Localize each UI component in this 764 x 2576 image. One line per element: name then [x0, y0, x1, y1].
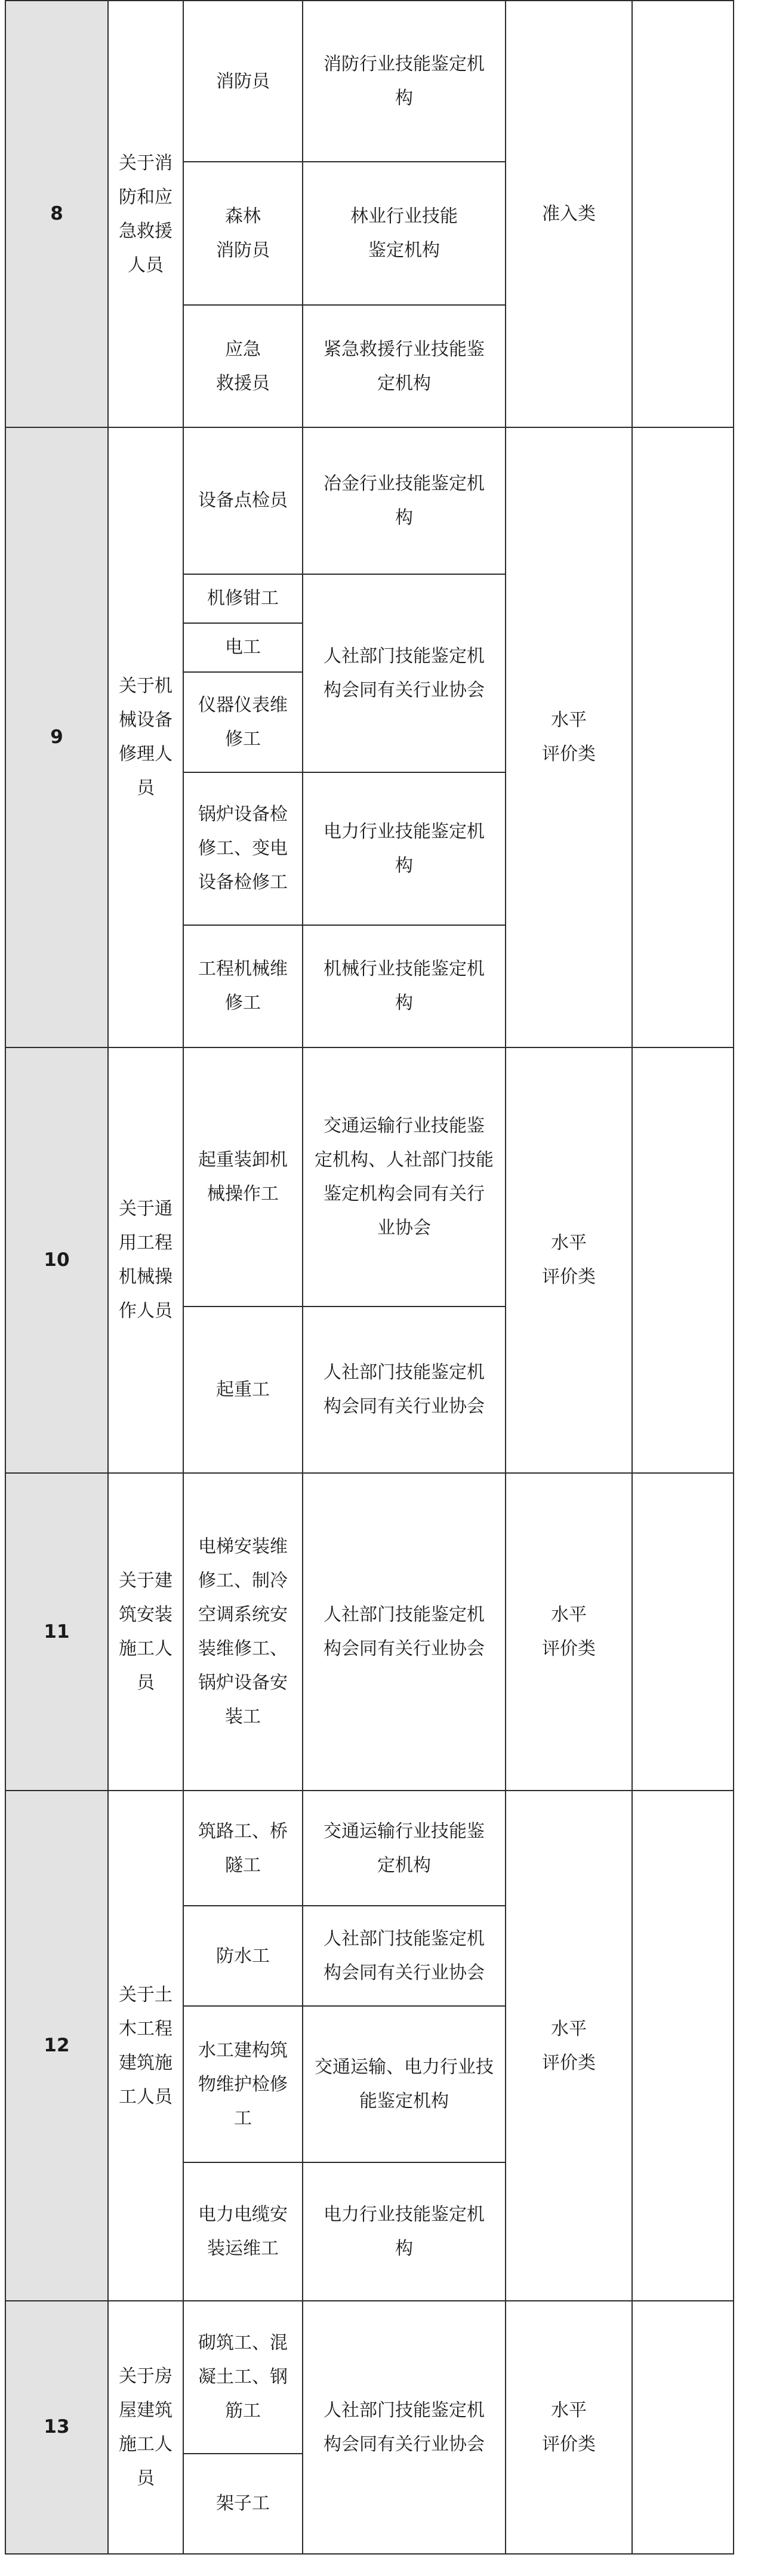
occupation-cell: 电梯安装维 修工、制冷 空调系统安 装维修工、 锅炉设备安 装工 — [183, 1473, 303, 1791]
table-row — [5, 1, 734, 162]
remarks-cell — [632, 1, 734, 427]
occupation-cell: 水工建构筑 物维护检修 工 — [183, 2006, 303, 2162]
remarks-cell — [632, 2301, 734, 2554]
occupation-cell: 仪器仪表维 修工 — [183, 672, 303, 772]
table-row — [5, 1473, 734, 1791]
occupation-table — [5, 0, 734, 2555]
occupation-cell: 锅炉设备检 修工、变电 设备检修工 — [183, 772, 303, 925]
appraisal-org-cell: 人社部门技能鉴定机 构会同有关行业协会 — [303, 1473, 506, 1791]
occupation-cell: 防水工 — [183, 1906, 303, 2006]
category-cell: 关于房 屋建筑 施工人 员 — [108, 2301, 183, 2554]
appraisal-org-cell: 人社部门技能鉴定机 构会同有关行业协会 — [303, 574, 506, 772]
occupation-cell: 砌筑工、混 凝土工、钢 筋工 — [183, 2301, 303, 2454]
occupation-cell: 筑路工、桥 隧工 — [183, 1791, 303, 1906]
row-number: 12 — [5, 1791, 108, 2300]
appraisal-org-cell: 电力行业技能鉴定机 构 — [303, 772, 506, 925]
category-cell: 关于消 防和应 急救援 人员 — [108, 1, 183, 427]
occupation-cell: 应急 救援员 — [183, 305, 303, 427]
evaluation-type-cell: 水平 评价类 — [506, 1473, 632, 1791]
occupation-cell: 电力电缆安 装运维工 — [183, 2162, 303, 2301]
table-row — [5, 2301, 734, 2454]
remarks-cell — [632, 427, 734, 1047]
occupation-cell: 电工 — [183, 623, 303, 672]
evaluation-type-cell: 水平 评价类 — [506, 427, 632, 1047]
evaluation-type-cell: 水平 评价类 — [506, 2301, 632, 2554]
category-cell: 关于建 筑安装 施工人 员 — [108, 1473, 183, 1791]
remarks-cell — [632, 1047, 734, 1473]
occupation-cell: 森林 消防员 — [183, 162, 303, 305]
appraisal-org-cell: 人社部门技能鉴定机 构会同有关行业协会 — [303, 1307, 506, 1473]
appraisal-org-cell: 机械行业技能鉴定机 构 — [303, 925, 506, 1047]
appraisal-org-cell: 交通运输行业技能鉴 定机构 — [303, 1791, 506, 1906]
occupation-cell: 消防员 — [183, 1, 303, 162]
appraisal-org-cell: 消防行业技能鉴定机 构 — [303, 1, 506, 162]
appraisal-org-cell: 冶金行业技能鉴定机 构 — [303, 427, 506, 574]
table-row — [5, 1047, 734, 1307]
row-number: 11 — [5, 1473, 108, 1791]
evaluation-type-cell: 准入类 — [506, 1, 632, 427]
category-cell: 关于通 用工程 机械操 作人员 — [108, 1047, 183, 1473]
row-number: 13 — [5, 2301, 108, 2554]
row-number: 10 — [5, 1047, 108, 1473]
remarks-cell — [632, 1791, 734, 2300]
category-cell: 关于机 械设备 修理人 员 — [108, 427, 183, 1047]
row-number: 8 — [5, 1, 108, 427]
appraisal-org-cell: 交通运输、电力行业技 能鉴定机构 — [303, 2006, 506, 2162]
occupation-cell: 架子工 — [183, 2454, 303, 2554]
table-row — [5, 427, 734, 574]
appraisal-org-cell: 电力行业技能鉴定机 构 — [303, 2162, 506, 2301]
appraisal-org-cell: 林业行业技能 鉴定机构 — [303, 162, 506, 305]
occupation-cell: 起重装卸机 械操作工 — [183, 1047, 303, 1307]
remarks-cell — [632, 1473, 734, 1791]
evaluation-type-cell: 水平 评价类 — [506, 1791, 632, 2300]
category-cell: 关于土 木工程 建筑施 工人员 — [108, 1791, 183, 2300]
row-number: 9 — [5, 427, 108, 1047]
occupation-cell: 起重工 — [183, 1307, 303, 1473]
table-row — [5, 1791, 734, 1906]
appraisal-org-cell: 交通运输行业技能鉴 定机构、人社部门技能 鉴定机构会同有关行 业协会 — [303, 1047, 506, 1307]
occupation-cell: 设备点检员 — [183, 427, 303, 574]
occupation-cell: 机修钳工 — [183, 574, 303, 623]
appraisal-org-cell: 人社部门技能鉴定机 构会同有关行业协会 — [303, 2301, 506, 2554]
evaluation-type-cell: 水平 评价类 — [506, 1047, 632, 1473]
appraisal-org-cell: 紧急救援行业技能鉴 定机构 — [303, 305, 506, 427]
occupation-cell: 工程机械维 修工 — [183, 925, 303, 1047]
appraisal-org-cell: 人社部门技能鉴定机 构会同有关行业协会 — [303, 1906, 506, 2006]
